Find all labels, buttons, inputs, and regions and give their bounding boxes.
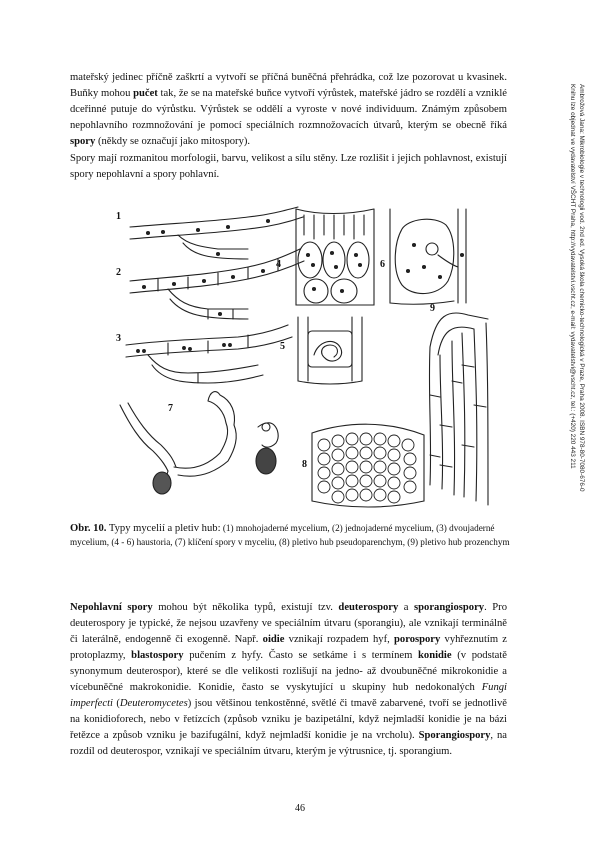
text-span: , na rozdíl od deuterospor, vznikají ve speciálním útvaru, kterým je výtrusnice, tj. sporangium. [70,730,508,757]
term-sporangiospory-2: Sporangiospory [418,730,491,741]
taxon-fungi-imperfecti: Fungi imperfecti [70,682,507,709]
term-konidie: konidie [418,650,452,661]
text-span: vznikají rozpadem hyf, [284,634,394,645]
caption-text: (1) mnohojaderné mycelium, (2) jednojaderné mycelium, (3) dvoujaderné mycelium, (4 - 6) haustoria, (7) klíčení spory v myceliu, (8) pletivo hub pseudoparenchym, (9) pletivo hub prozenchym [70,523,510,547]
text-span: ) jsou většinou tenkostěnné, světlé či tmavě zabarvené, tvoří se jednotlivě na konidioforech, nebo v řetízcích (způsob vzniku je bazipetální, když nejmladší konidie je na bázi řetězce a způsob vzniku je bazifugální, když nejmladší konidie je na vrcholu). [70,698,507,741]
figure-label-4: 4 [276,259,281,270]
text-span: . Pro deuterospory je typické, že nejsou uzavřeny ve speciálním útvaru (sporangiu), ale vznikají terminálně či laterálně, endogenně či exogenně. Např. [70,602,508,645]
figure-label-7: 7 [168,403,173,414]
term-nepohlavni-spory: Nepohlavní spory [70,602,153,613]
term-porospory: porospory [394,634,441,645]
body-paragraph [70,600,507,760]
drawing-7-spore-germination [120,392,278,494]
sidebar-line-1: Ambrožová Jana: Mikrobiologie v technologii vod. 2nd ed. Vysoká škola chemicko-technologická v Praze, Praha 2008. ISBN 978-80-7080-676-0 [578,84,585,492]
term-blastospory: blastospory [131,650,184,661]
text-span: mateřský jedinec příčně zaškrtí a vytvoří se příčná buněčná přehrádka, což lze pozorovat u kvasinek. Buňky mohou [70,72,507,99]
caption-title: Typy mycelií a pletiv hub: [106,523,221,534]
figure-label-6: 6 [380,259,385,270]
text-span: ( [112,698,120,709]
drawing-4-haustoria [296,209,374,305]
intro-paragraph-2: Spory mají rozmanitou morfologii, barvu, velikost a sílu stěny. Lze rozlišit i jejich pohlavnost, existují spory nepohlavní a spory pohlavní. [70,153,507,180]
figure-fungal-mycelia [108,205,490,513]
drawing-8-pseudoparenchyma [312,424,424,507]
figure-label-5: 5 [280,341,285,352]
text-span: mohou být několika typů, existují tzv. [152,602,339,613]
text-span: (někdy se označují jako mitospory). [95,136,251,147]
figure-label-2: 2 [116,267,121,278]
figure-label-9: 9 [430,303,435,314]
taxon-deuteromycetes: Deuteromycetes [119,698,188,709]
term-sporangiospory: sporangiospory [414,602,485,613]
term-deuterospory: deuterospory [338,602,399,613]
figure-label-3: 3 [116,333,121,344]
caption-label: Obr. 10. [70,523,107,534]
drawing-3-hypha [126,325,292,383]
figure-label-1: 1 [116,211,121,222]
drawing-1-hypha [130,207,303,259]
figure-caption [70,522,522,548]
text-span: tak, že se na mateřské buňce vytvoří výrůstek, mateřské jádro se rozdělí a vzniklé dceřinné putuje do výrůstku. Výrůstek se oddělí a vyroste v nové individuum. Známým způsobem nepohlavního rozmnožování je pomocí speciálních rozmnožovacích útvarů, kterým se obecně říká [70,88,507,131]
term-pucet: pučet [133,88,158,99]
text-span: pučením z hyfy. Často se setkáme i s termínem [183,650,418,661]
text-span: a [398,602,415,613]
intro-paragraph-1 [70,70,507,150]
term-spory: spory [70,136,96,147]
page-number: 46 [295,803,305,814]
text-span: vyhřeznutím z protoplazmy, [70,634,507,661]
text-span: (v podstatě synonymum deuterospor), které se dle velikosti rozlišují na jedno- až dvoubuněčné mikrokonidie a vícebuněčné makrokonidie. Konidie, často se vyskytující u skupiny hub nedokonalých [70,650,508,693]
drawing-6-haustorium [390,209,466,304]
figure-label-8: 8 [302,459,307,470]
drawing-9-prosenchyma [429,313,488,505]
sidebar-line-2: Knihu lze objednat ve vydavatelství VŠCHT Praha, http://vydavatelstvi.vscht.cz, e-mail: vydavatelstvi@vscht.cz, tel.: (+420) 220 443 211 [569,84,576,469]
sidebar-citation [556,84,586,604]
drawing-5-haustorium [298,317,362,384]
term-oidie: oidie [262,634,285,645]
